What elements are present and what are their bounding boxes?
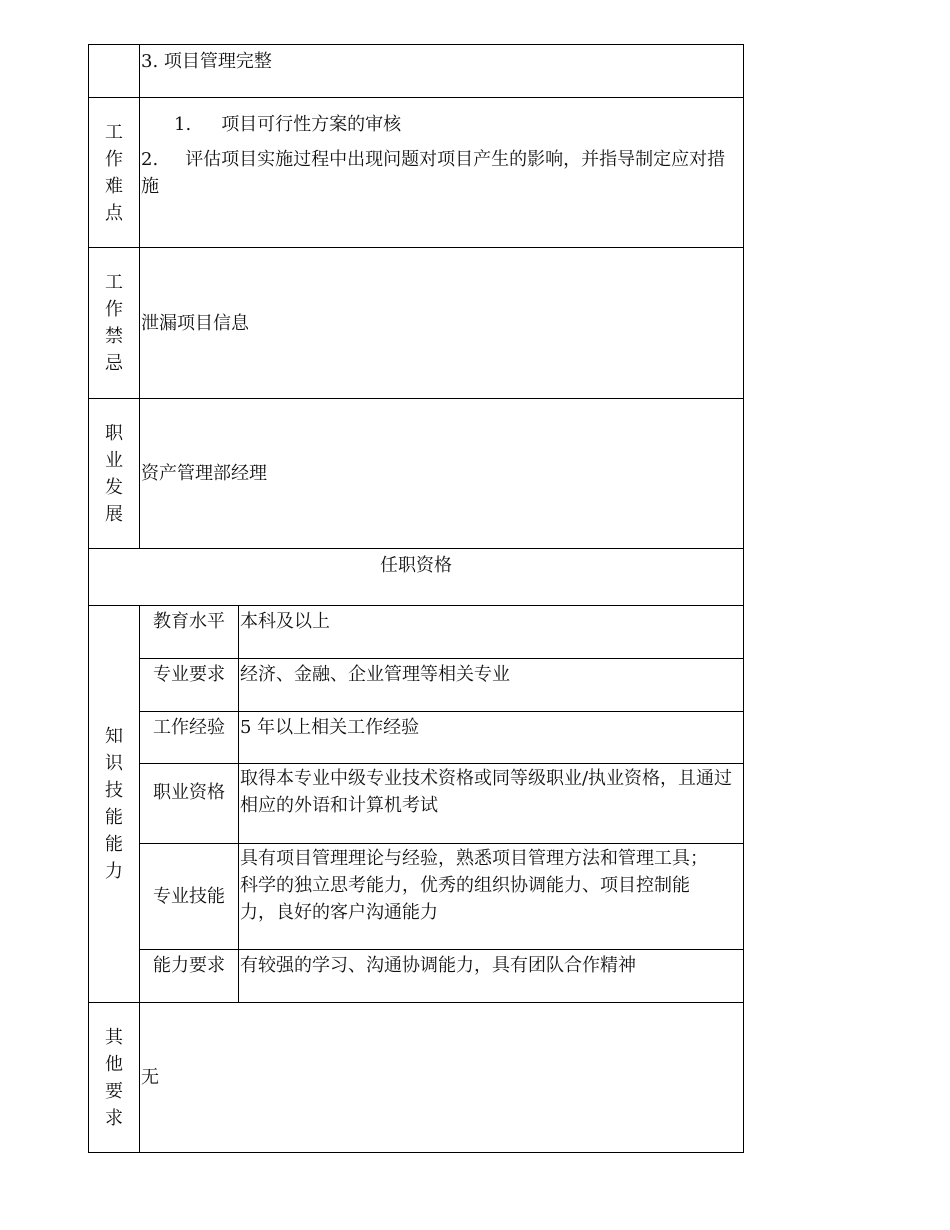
qualification-header-text: 任职资格 <box>380 555 452 576</box>
major-label: 专业要求 <box>153 664 225 685</box>
difficulty-label <box>89 98 140 248</box>
other-label-char: 要 <box>105 1080 123 1102</box>
knowledge-item-label <box>140 606 239 659</box>
forbidden-label-char: 忌 <box>105 353 123 374</box>
item3-cell <box>140 45 744 98</box>
knowledge-item-label <box>140 659 239 712</box>
difficulty-item-2-text: 评估项目实施过程中出现问题对项目产生的影响，并指导制定应对措施 <box>141 149 726 197</box>
knowledge-row <box>89 950 744 1003</box>
knowledge-label-char: 能 <box>105 834 123 855</box>
career-label-char: 业 <box>105 449 123 471</box>
qualification-header <box>89 549 744 606</box>
career-label-char: 展 <box>105 503 123 525</box>
difficulty-item-2-number: 2. <box>141 149 159 170</box>
knowledge-item-label <box>140 712 239 764</box>
knowledge-row <box>89 712 744 764</box>
knowledge-item-label <box>140 764 239 844</box>
knowledge-item-value <box>239 606 744 659</box>
difficulty-label-char: 作 <box>105 148 123 170</box>
education-label: 教育水平 <box>153 611 225 632</box>
knowledge-item-value <box>239 712 744 764</box>
forbidden-label-char: 禁 <box>105 326 123 347</box>
knowledge-item-label <box>140 950 239 1003</box>
forbidden-label-char: 作 <box>105 299 123 320</box>
career-label-char: 职 <box>105 422 123 444</box>
difficulty-label-char: 点 <box>105 202 123 224</box>
knowledge-item-value <box>239 950 744 1003</box>
other-label <box>89 1003 140 1153</box>
knowledge-item-value <box>239 659 744 712</box>
other-row <box>89 1003 744 1153</box>
difficulty-item-1-text: 项目可行性方案的审核 <box>221 114 402 135</box>
difficulty-content <box>140 98 744 248</box>
knowledge-label <box>89 606 140 1003</box>
difficulty-row <box>89 98 744 248</box>
experience-label: 工作经验 <box>153 717 225 738</box>
experience-value: 5 年以上相关工作经验 <box>240 717 420 738</box>
education-value: 本科及以上 <box>240 611 330 632</box>
job-description-table <box>88 44 744 1153</box>
knowledge-label-char: 识 <box>105 753 123 774</box>
other-content: 无 <box>140 1003 744 1153</box>
ability-value: 有较强的学习、沟通协调能力，具有团队合作精神 <box>240 955 636 976</box>
knowledge-item-value <box>239 844 744 950</box>
forbidden-content: 泄漏项目信息 <box>140 248 744 399</box>
qualification-value: 取得本专业中级专业技术资格或同等级职业/执业资格，且通过相应的外语和计算机考试 <box>240 768 733 816</box>
difficulty-item-2 <box>141 138 743 200</box>
knowledge-label-char: 力 <box>105 861 123 882</box>
knowledge-label-char: 技 <box>105 780 123 801</box>
knowledge-row <box>89 659 744 712</box>
career-label-char: 发 <box>105 476 123 498</box>
forbidden-label <box>89 248 140 399</box>
difficulty-label-char: 工 <box>105 121 123 143</box>
knowledge-item-label <box>140 844 239 950</box>
item3-text: 3. 项目管理完整 <box>141 51 272 72</box>
item3-row <box>89 45 744 98</box>
qualification-label: 职业资格 <box>153 782 225 803</box>
career-content: 资产管理部经理 <box>140 399 744 549</box>
qualification-header-row <box>89 549 744 606</box>
major-value: 经济、金融、企业管理等相关专业 <box>240 664 510 685</box>
knowledge-row <box>89 606 744 659</box>
other-label-char: 他 <box>105 1053 123 1075</box>
other-label-char: 其 <box>105 1026 123 1048</box>
difficulty-item-1-number: 1. <box>174 114 192 135</box>
skills-label: 专业技能 <box>153 886 225 907</box>
knowledge-row <box>89 844 744 950</box>
difficulty-item-1 <box>141 98 743 138</box>
knowledge-item-value <box>239 764 744 844</box>
forbidden-row <box>89 248 744 399</box>
knowledge-label-char: 知 <box>105 726 123 747</box>
skills-value: 具有项目管理理论与经验，熟悉项目管理方法和管理工具；科学的独立思考能力，优秀的组织协调能力、项目控制能力，良好的客户沟通能力 <box>240 848 708 923</box>
knowledge-label-char: 能 <box>105 807 123 828</box>
item3-label-cell <box>89 45 140 98</box>
career-row <box>89 399 744 549</box>
career-label <box>89 399 140 549</box>
knowledge-row <box>89 764 744 844</box>
ability-label: 能力要求 <box>153 955 225 976</box>
other-label-char: 求 <box>105 1107 123 1129</box>
forbidden-label-char: 工 <box>105 272 123 293</box>
difficulty-label-char: 难 <box>105 175 123 197</box>
